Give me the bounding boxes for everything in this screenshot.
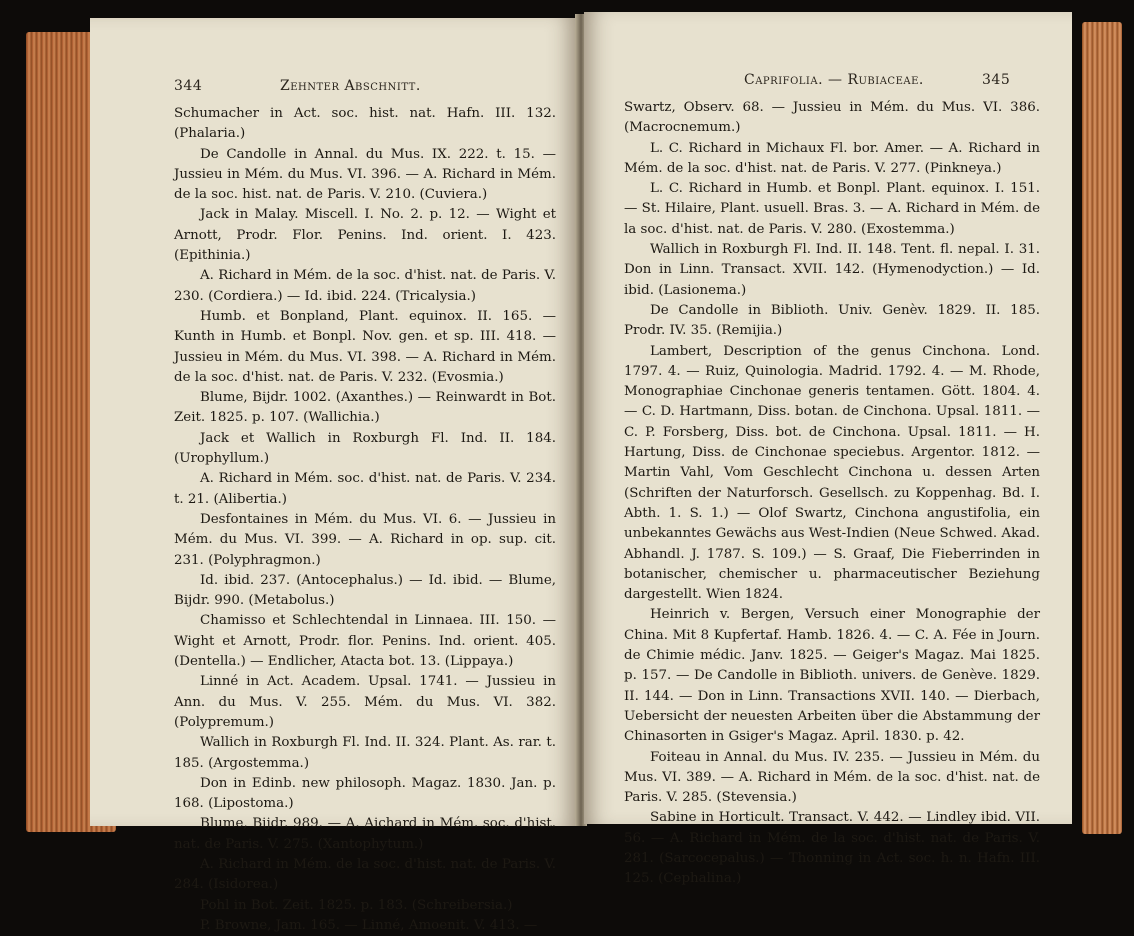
right-paragraph: Heinrich v. Bergen, Versuch einer Monographie der China. Mit 8 Kupfertaf. Hamb. 1826. 4. — C. A. Fée in Journ. de Chimie médic. Janv. 1825. — Geiger's Magaz. Mai 1825. p. 157. — De Candolle in Biblioth. univers. de Genève. 1829. II. 144. — Don in Linn. Transactions XVII. 140. — Dierbach, Uebersicht der neuesten Arbeiten über die Abstammung der Chinasorten in Gsiger's Magaz. April. 1830. p. 42.	[624, 607, 1040, 745]
left-paragraph: A. Richard in Mém. de la soc. d'hist. nat. de Paris. V. 284. (Isidorea.)	[174, 856, 556, 893]
right-paragraph: L. C. Richard in Michaux Fl. bor. Amer. — A. Richard in Mém. de la soc. d'hist. nat. de Paris. V. 277. (Pinkneya.)	[624, 140, 1040, 176]
right-page-text	[624, 98, 1040, 890]
right-paragraph: Foiteau in Annal. du Mus. IV. 235. — Jussieu in Mém. du Mus. VI. 389. — A. Richard in Mém. de la soc. d'hist. nat. de Paris. V. 285. (Stevensia.)	[624, 749, 1040, 806]
left-paragraph: Schumacher in Act. soc. hist. nat. Hafn. III. 132. (Phalaria.)	[174, 106, 556, 142]
right-paragraph: Swartz, Observ. 68. — Jussieu in Mém. du Mus. VI. 386. (Macrocnemum.)	[624, 100, 1040, 136]
left-paragraph: Id. ibid. 237. (Antocephalus.) — Id. ibid. — Blume, Bijdr. 990. (Metabolus.)	[174, 572, 556, 609]
left-page	[90, 18, 576, 933]
left-paragraph: Humb. et Bonpland, Plant. equinox. II. 165. — Kunth in Humb. et Bonpl. Nov. gen. et sp. III. 418. — Jussieu in Mém. du Mus. VI. 398. — A. Richard in Mém. de la soc. d'hist. nat. de Paris. V. 232. (Evosmia.)	[174, 308, 556, 385]
left-paragraph: Jack et Wallich in Roxburgh Fl. Ind. II. 184. (Urophyllum.)	[174, 430, 556, 467]
right-paragraph: L. C. Richard in Humb. et Bonpl. Plant. equinox. I. 151. — St. Hilaire, Plant. usuell. Bras. 3. — A. Richard in Mém. de la soc. d'hist. nat. de Paris. V. 280. (Exostemma.)	[624, 181, 1040, 237]
right-running-title: Caprifolia. — Rubiaceae.	[744, 72, 924, 88]
right-paragraph: Wallich in Roxburgh Fl. Ind. II. 148. Tent. fl. nepal. I. 31. Don in Linn. Transact. XVII. 142. (Hymenodyction.) — Id. ibid. (Lasionema.)	[624, 242, 1040, 298]
left-paragraph: A. Richard in Mém. de la soc. d'hist. nat. de Paris. V. 230. (Cordiera.) — Id. ibid. 224. (Tricalysia.)	[174, 268, 556, 304]
right-page-edges	[1082, 22, 1122, 834]
left-paragraph: Don in Edinb. new philosoph. Magaz. 1830. Jan. p. 168. (Lipostoma.)	[174, 775, 556, 812]
left-paragraph: De Candolle in Annal. du Mus. IX. 222. t. 15. — Jussieu in Mém. du Mus. VI. 396. — A. Richard in Mém. de la soc. hist. nat. de Paris. V. 210. (Cuviera.)	[174, 146, 556, 203]
left-paragraph: Blume, Bijdr. 1002. (Axanthes.) — Reinwardt in Bot. Zeit. 1825. p. 107. (Wallichia.)	[174, 390, 556, 426]
left-page-number: 344	[174, 78, 203, 94]
left-paragraph: Chamisso et Schlechtendal in Linnaea. III. 150. — Wight et Arnott, Prodr. flor. Penins. Ind. orient. 405. (Dentella.) — Endlicher, Atacta bot. 13. (Lippaya.)	[174, 613, 556, 670]
left-paragraph: Pohl in Bot. Zeit. 1825. p. 183. (Schreibersia.)	[200, 897, 513, 913]
right-paragraph: Sabine in Horticult. Transact. V. 442. — Lindley ibid. VII. 56. — A. Richard in Mém. de la soc. d'hist. nat. de Paris. V. 281. (Sarcocepalus.) — Thonning in Act. soc. h. n. Hafn. III. 125. (Cephalina.)	[624, 810, 1040, 887]
left-paragraph: Wallich in Roxburgh Fl. Ind. II. 324. Plant. As. rar. t. 185. (Argostemma.)	[174, 735, 556, 771]
left-paragraph: Blume, Bijdr. 989. — A. Aichard in Mém. soc. d'hist. nat. de Paris. V. 275. (Xantophytum.)	[174, 816, 556, 852]
right-paragraph: Lambert, Description of the genus Cinchona. Lond. 1797. 4. — Ruiz, Quinologia. Madrid. 1792. 4. — M. Rhode, Monographiae Cinchonae generis tentamen. Gött. 1804. 4. — C. D. Hartmann, Diss. botan. de Cinchona. Upsal. 1811. — C. P. Forsberg, Diss. bot. de Cinchona. Upsal. 1811. — H. Hartung, Diss. de Cinchonae speciebus. Argentor. 1812. — Martin Vahl, Vom Geschlecht Cinchona u. dessen Arten (Schriften der Naturforsch. Gesellsch. zu Koppenhag. Bd. I. Abth. 1. S. 1.) — Olof Swartz, Cinchona angustifolia, ein unbekanntes Gewächs aus West-Indien (Neue Schwed. Akad. Abhandl. J. 1787. S. 109.) — S. Graaf, Die Fieberrinden in botanischer, chemischer u. pharmaceutischer Beziehung dargestellt. Wien 1824.	[624, 343, 1040, 603]
left-paragraph: Linné in Act. Academ. Upsal. 1741. — Jussieu in Ann. du Mus. V. 255. Mém. du Mus. VI. 382. (Polypremum.)	[174, 674, 556, 730]
left-paragraph: A. Richard in Mém. soc. d'hist. nat. de Paris. V. 234. t. 21. (Alibertia.)	[174, 471, 556, 507]
left-paragraph: Jack in Malay. Miscell. I. No. 2. p. 12. — Wight et Arnott, Prodr. Flor. Penins. Ind. orient. I. 423. (Epithinia.)	[174, 207, 556, 264]
left-running-title: Zehnter Abschnitt.	[280, 78, 421, 94]
right-paragraph: De Candolle in Biblioth. Univ. Genèv. 1829. II. 185. Prodr. IV. 35. (Remijia.)	[624, 302, 1040, 339]
left-page-text	[174, 104, 556, 936]
right-page-number: 345	[982, 72, 1011, 88]
right-page	[584, 12, 1072, 887]
left-paragraph: Desfontaines in Mém. du Mus. VI. 6. — Jussieu in Mém. du Mus. VI. 399. — A. Richard in op. sup. cit. 231. (Polyphragmon.)	[174, 511, 556, 568]
left-paragraph: P. Browne, Jam. 165. — Linné, Amoenit. V. 413. —	[200, 917, 538, 933]
